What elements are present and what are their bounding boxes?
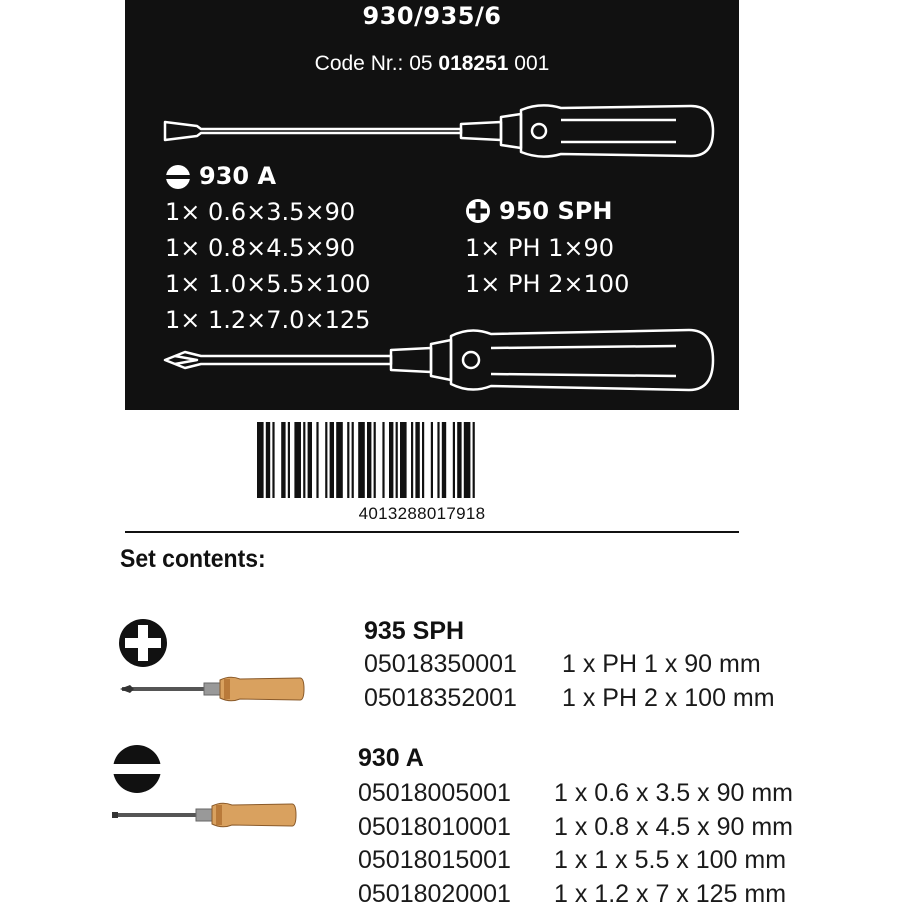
phillips-icon [465,198,491,224]
barcode-bar [411,422,413,498]
barcode-bar [330,422,334,498]
barcode-bar [288,422,290,498]
barcode-bar [389,422,393,498]
row-code: 05018005001 [358,779,511,807]
row-code: 05018352001 [364,684,517,712]
barcode-bar [396,422,398,498]
barcode-bar [266,422,270,498]
panel-group-930a-heading: 930 A [199,162,277,190]
barcode-bar [257,422,264,498]
barcode-bar [272,422,274,498]
panel-930a-line: 1× 0.8×4.5×90 [165,234,356,262]
barcode-bar [473,422,475,498]
row-code: 05018020001 [358,880,511,908]
group-title-935sph: 935 SPH [364,617,465,645]
code-number [125,52,739,76]
barcode-bar [457,422,461,498]
barcode-bar [281,422,285,498]
slotted-screwdriver-photo [112,800,298,830]
barcode-bar [336,422,343,498]
barcode-number: 4013288017918 [358,504,486,523]
barcode-bar [352,422,354,498]
row-description: 1 x PH 1 x 90 mm [562,650,761,678]
barcode-bar [437,422,439,498]
phillips-screwdriver-photo [120,674,306,704]
row-description: 1 x 0.8 x 4.5 x 90 mm [554,813,793,841]
barcode-bar [325,422,327,498]
panel-950sph-line: 1× PH 2×100 [465,270,630,298]
slotted-screwdriver-drawing [161,100,721,162]
barcode-bar [422,422,424,498]
row-description: 1 x PH 2 x 100 mm [562,684,775,712]
set-contents-heading: Set contents: [120,545,266,573]
panel-group-950sph-heading: 950 SPH [499,197,613,225]
panel-930a-line: 1× 0.6×3.5×90 [165,198,356,226]
slotted-icon [165,164,191,190]
barcode-bar [374,422,376,498]
barcode-bar [303,422,305,498]
panel-930a-line: 1× 1.0×5.5×100 [165,270,371,298]
barcode-bar [367,422,371,498]
barcode-bar [347,422,349,498]
row-description: 1 x 1.2 x 7 x 125 mm [554,880,787,908]
row-code: 05018010001 [358,813,511,841]
barcode-bar [294,422,301,498]
barcode [255,422,589,506]
label-panel [125,0,739,410]
row-code: 05018350001 [364,650,517,678]
barcode-bar [415,422,419,498]
barcode-bar [358,422,365,498]
barcode-bar [464,422,471,498]
code-suffix: 001 [508,52,550,75]
panel-950sph-line: 1× PH 1×90 [465,234,615,262]
barcode-bar [442,422,446,498]
divider-line [125,531,739,533]
phillips-icon [118,618,168,668]
barcode-bar [316,422,318,498]
barcode-bar [382,422,384,498]
barcode-bar [453,422,455,498]
panel-930a-line: 1× 1.2×7.0×125 [165,306,371,334]
row-code: 05018015001 [358,846,511,874]
row-description: 1 x 1 x 5.5 x 100 mm [554,846,787,874]
barcode-bar [308,422,312,498]
barcode-bar [400,422,407,498]
row-description: 1 x 0.6 x 3.5 x 90 mm [554,779,793,807]
group-title-930a: 930 A [358,744,424,772]
code-prefix: Code Nr.: 05 [314,52,439,75]
set-title: 930/935/6 [362,2,502,30]
barcode-bar [431,422,433,498]
slotted-icon [112,744,162,794]
code-bold: 018251 [438,52,509,75]
phillips-screwdriver-drawing [161,322,721,392]
